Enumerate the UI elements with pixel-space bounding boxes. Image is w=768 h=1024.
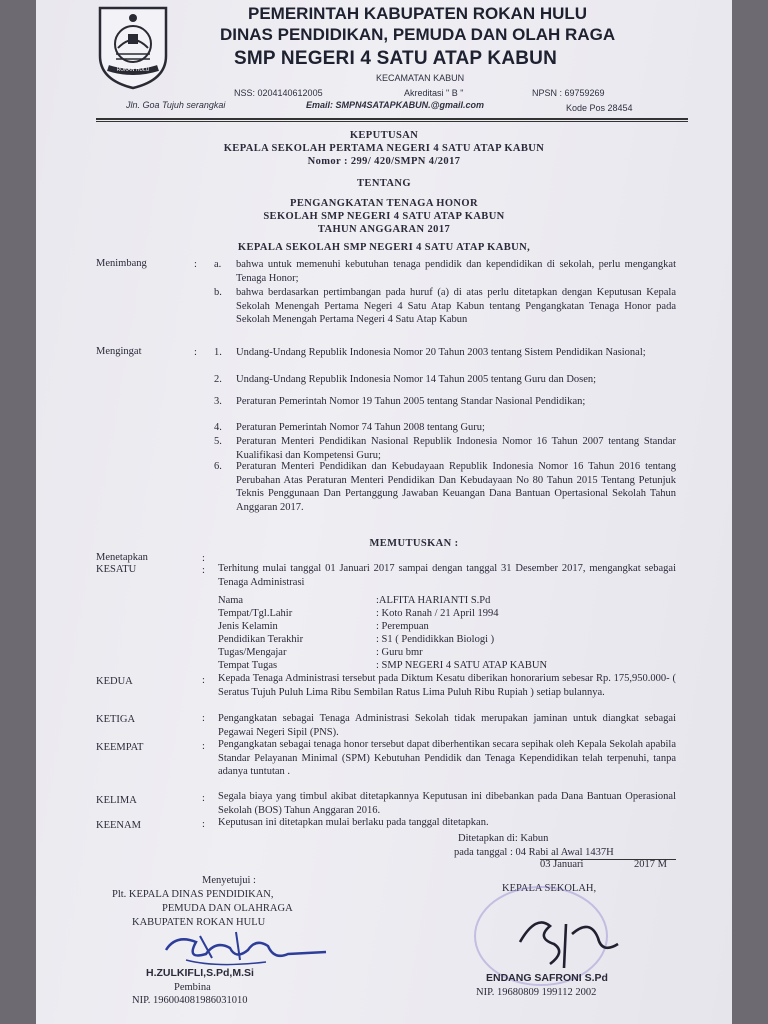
mengingat-item-5: Peraturan Menteri Pendidikan Nasional Republik Indonesia Nomor 16 Tahun 2007 tentang Standar Kualifikasi dan Kompetensi Guru; <box>236 436 676 461</box>
kelima-text: Segala biaya yang timbul akibat ditetapkannya Keputusan ini dibebankan pada Dana Bantuan Operasional Sekolah (BOS) Tahun Anggaran 2016. <box>218 791 676 816</box>
kanan-nip: NIP. 19680809 199112 2002 <box>476 987 597 998</box>
header-npsn: NPSN : 69759269 <box>532 88 605 98</box>
header-email: Email: SMPN4SATAPKABUN.@gmail.com <box>306 100 484 110</box>
menimbang-a-mark: a. <box>214 259 222 270</box>
kiri-jabatan-3: KABUPATEN ROKAN HULU <box>132 917 266 928</box>
field-tempat-key: Tempat Tugas <box>218 660 278 671</box>
tahun-masehi: 2017 M <box>634 859 667 870</box>
field-ttl-value: : Koto Ranah / 21 April 1994 <box>376 608 499 619</box>
kesatu-label: KESATU <box>96 564 137 575</box>
tanggal-masehi: 03 Januari <box>540 859 584 870</box>
header-kecamatan: KECAMATAN KABUN <box>376 73 465 83</box>
field-nama-key: Nama <box>218 595 244 606</box>
title-sub-1: PENGANGKATAN TENAGA HONOR <box>290 198 478 209</box>
memutuskan-heading: MEMUTUSKAN : <box>369 538 459 549</box>
menimbang-b: bahwa berdasarkan pertimbangan pada huruf (a) di atas perlu ditetapkan dengan Keputusan Kepala Sekolah Menengah Pertama Negeri 4 Satu Atap Kabun tentang Pengangkatan Tenaga Honor pada Sekolah Menengah Pertama Negeri 4 Satu Atap Kabun <box>236 287 676 325</box>
kedua-colon: : <box>202 675 205 686</box>
menimbang-label: Menimbang <box>96 258 147 269</box>
title-kepala-2: KEPALA SEKOLAH SMP NEGERI 4 SATU ATAP KABUN, <box>237 242 531 253</box>
title-sub-2: SEKOLAH SMP NEGERI 4 SATU ATAP KABUN <box>263 211 505 222</box>
title-nomor: Nomor : 299/ 420/SMPN 4/2017 <box>307 156 461 167</box>
mengingat-num-4: 4. <box>214 422 222 433</box>
pada-tanggal: pada tanggal : 04 Rabi al Awal 1437H <box>454 847 614 858</box>
mengingat-item-3: Peraturan Pemerintah Nomor 19 Tahun 2005 tentang Standar Nasional Pendidikan; <box>236 396 586 407</box>
mengingat-num-5: 5. <box>214 436 222 447</box>
field-tugas-value: : Guru bmr <box>376 647 423 658</box>
menimbang-colon: : <box>194 259 197 270</box>
mengingat-item-2: Undang-Undang Republik Indonesia Nomor 14 Tahun 2005 tentang Guru dan Dosen; <box>236 374 597 385</box>
ketiga-text: Pengangkatan sebagai Tenaga Administrasi Sekolah tidak merupakan jaminan untuk diangkat sebagai Pegawai Negeri Sipil (PNS). <box>218 713 676 738</box>
title-sub-3: TAHUN ANGGARAN 2017 <box>317 224 451 235</box>
title-tentang: TENTANG <box>357 178 411 189</box>
header-line-2: DINAS PENDIDIKAN, PEMUDA DAN OLAH RAGA <box>220 25 616 44</box>
mengingat-num-6: 6. <box>214 461 222 472</box>
mengingat-num-1: 1. <box>214 347 222 358</box>
header-school-name: SMP NEGERI 4 SATU ATAP KABUN <box>234 48 558 69</box>
kiri-jabatan-1: Plt. KEPALA DINAS PENDIDIKAN, <box>112 889 274 900</box>
kiri-nip: NIP. 196004081986031010 <box>132 995 248 1006</box>
title-keputusan: KEPUTUSAN <box>349 130 419 141</box>
mengingat-colon: : <box>194 347 197 358</box>
header-line-1: PEMERINTAH KABUPATEN ROKAN HULU <box>248 4 588 23</box>
kesatu-colon: : <box>202 565 205 576</box>
keempat-text: Pengangkatan sebagai tenaga honor tersebut dapat diberhentikan secara sepihak oleh Kepala Sekolah apabila Standar Pelayanan Minimal (SPM) Kebutuhan Pendidik dan Tenaga Kependidikan telah terpenuhi, tanpa adanya tuntutan . <box>218 739 676 777</box>
title-kepala: KEPALA SEKOLAH PERTAMA NEGERI 4 SATU ATAP KABUN <box>223 143 545 154</box>
keenam-colon: : <box>202 819 205 830</box>
menyetujui-label: Menyetujui : <box>202 875 256 886</box>
field-pendidikan-key: Pendidikan Terakhir <box>218 634 304 645</box>
keempat-colon: : <box>202 741 205 752</box>
kelima-colon: : <box>202 793 205 804</box>
kanan-nama: ENDANG SAFRONI S.Pd <box>486 972 608 984</box>
ketiga-colon: : <box>202 713 205 724</box>
document-page <box>36 0 732 1024</box>
kanan-jabatan: KEPALA SEKOLAH, <box>502 883 597 894</box>
header-nss: NSS: 0204140612005 <box>234 88 323 98</box>
kesatu-text: Terhitung mulai tanggal 01 Januari 2017 sampai dengan tanggal 31 Desember 2017, mengangkat sebagai Tenaga Administrasi <box>218 563 676 588</box>
mengingat-num-3: 3. <box>214 396 222 407</box>
field-pendidikan-value: : S1 ( Pendidikkan Biologi ) <box>376 634 495 645</box>
kedua-label: KEDUA <box>96 676 133 687</box>
signature-kepala-sekolah <box>506 908 636 978</box>
menetapkan-label: Menetapkan <box>96 552 148 563</box>
keenam-text: Keputusan ini ditetapkan mulai berlaku pada tanggal ditetapkan. <box>218 817 489 828</box>
logo-text: ROKAN HULU <box>116 67 150 73</box>
mengingat-item-4: Peraturan Pemerintah Nomor 74 Tahun 2008 tentang Guru; <box>236 422 485 433</box>
mengingat-item-1: Undang-Undang Republik Indonesia Nomor 20 Tahun 2003 tentang Sistem Pendidikan Nasional; <box>236 347 646 358</box>
keempat-label: KEEMPAT <box>96 742 144 753</box>
rokan-hulu-emblem-logo <box>94 4 172 90</box>
field-nama-value: :ALFITA HARIANTI S.Pd <box>376 595 491 606</box>
mengingat-label: Mengingat <box>96 346 142 357</box>
field-tugas-key: Tugas/Mengajar <box>218 647 287 658</box>
kiri-nama: H.ZULKIFLI,S.Pd,M.Si <box>146 967 254 979</box>
ketiga-label: KETIGA <box>96 714 136 725</box>
field-jk-key: Jenis Kelamin <box>218 621 278 632</box>
ditetapkan-di: Ditetapkan di: Kabun <box>458 833 549 844</box>
header-alamat: Jln. Goa Tujuh serangkai <box>126 100 226 110</box>
field-ttl-key: Tempat/Tgl.Lahir <box>218 608 293 619</box>
header-akreditasi: Akreditasi " B " <box>404 88 464 98</box>
kedua-text: Kepada Tenaga Administrasi tersebut pada Diktum Kesatu diberikan honorarium sebesar Rp. 175,950.000- ( Seratus Tujuh Puluh Lima Ribu Sembilan Ratus Lima Puluh Ribu Rupiah ) setiap bulannya. <box>218 673 676 698</box>
field-jk-value: : Perempuan <box>376 621 429 632</box>
mengingat-item-6: Peraturan Menteri Pendidikan dan Kebudayaan Republik Indonesia Nomor 16 Tahun 2016 tentang Perubahan Atas Peraturan Menteri Pendidikan Dan Kebudayaan No 80 Tahun 2015 Tentang Petunjuk Teknis Penggunaan Dan Pertanggung Jawaban Keuangan Dana Bantuan Opertasional Sekolah Tahun Anggaran 2017. <box>236 461 676 513</box>
keenam-label: KEENAM <box>96 820 141 831</box>
header-kodepos: Kode Pos 28454 <box>566 103 633 113</box>
kiri-pangkat: Pembina <box>174 982 211 993</box>
kiri-jabatan-2: PEMUDA DAN OLAHRAGA <box>162 903 293 914</box>
kelima-label: KELIMA <box>96 795 137 806</box>
menetapkan-colon: : <box>202 553 205 564</box>
header-divider <box>96 118 688 120</box>
mengingat-num-2: 2. <box>214 374 222 385</box>
menimbang-b-mark: b. <box>214 287 222 298</box>
header-divider-thin <box>96 121 688 122</box>
field-tempat-value: : SMP NEGERI 4 SATU ATAP KABUN <box>376 660 548 671</box>
menimbang-a: bahwa untuk memenuhi kebutuhan tenaga pendidik dan kependidikan di sekolah, perlu mengangkat Tenaga Honor; <box>236 259 676 284</box>
